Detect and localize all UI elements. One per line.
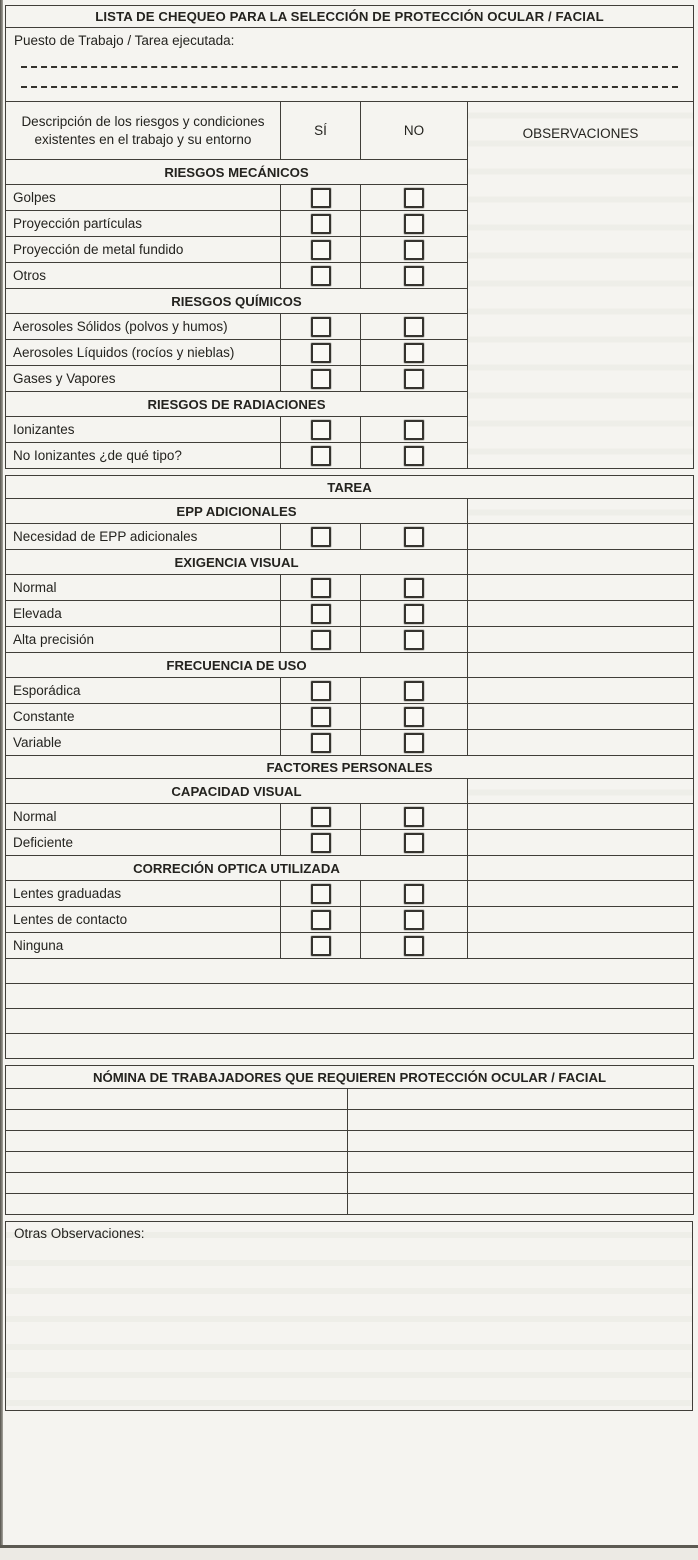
row-label: Deficiente (6, 830, 281, 856)
job-task-row (6, 28, 694, 102)
table-row (6, 804, 694, 830)
table-row (6, 830, 694, 856)
scan-edge-artifact (0, 0, 3, 1548)
row-label: Elevada (6, 601, 281, 627)
scanned-checklist-form (5, 5, 693, 1411)
table-row (6, 881, 694, 907)
no-cell (361, 933, 468, 959)
observations-cell[interactable] (468, 830, 694, 856)
si-cell (281, 804, 361, 830)
no-cell (361, 830, 468, 856)
section-exigencia-visual: EXIGENCIA VISUAL (6, 550, 468, 575)
roster-cell-right[interactable] (348, 1131, 694, 1152)
roster-cell-left[interactable] (6, 1152, 348, 1173)
no-cell (361, 678, 468, 704)
no-cell (361, 263, 468, 289)
row-label: Esporádica (6, 678, 281, 704)
roster-row (6, 1194, 694, 1215)
si-cell (281, 366, 361, 392)
observations-cell[interactable] (468, 804, 694, 830)
blank-row (6, 1009, 694, 1034)
si-checkbox[interactable] (311, 527, 331, 547)
section-riesgos-quimicos: RIESGOS QUÍMICOS (6, 289, 468, 314)
no-checkbox[interactable] (404, 630, 424, 650)
title-row (6, 6, 694, 28)
no-checkbox[interactable] (404, 527, 424, 547)
roster-row (6, 1131, 694, 1152)
other-observations-label: Otras Observaciones: (14, 1226, 145, 1241)
job-task-cell (6, 28, 694, 102)
si-checkbox[interactable] (311, 707, 331, 727)
section-tarea: TAREA (6, 476, 694, 499)
no-checkbox[interactable] (404, 578, 424, 598)
section-capacidad-visual: CAPACIDAD VISUAL (6, 779, 468, 804)
table-row (6, 601, 694, 627)
si-cell (281, 524, 361, 550)
row-label: Aerosoles Líquidos (rocíos y nieblas) (6, 340, 281, 366)
section-header-row (6, 476, 694, 499)
si-checkbox[interactable] (311, 420, 331, 440)
section-epp-adicionales: EPP ADICIONALES (6, 499, 468, 524)
section-header-row (6, 856, 694, 881)
si-checkbox[interactable] (311, 910, 331, 930)
no-cell (361, 524, 468, 550)
si-cell (281, 830, 361, 856)
observations-cell[interactable] (468, 550, 694, 575)
row-label: Constante (6, 704, 281, 730)
si-cell (281, 443, 361, 469)
roster-cell-left[interactable] (6, 1131, 348, 1152)
roster-row (6, 1110, 694, 1131)
scan-edge-artifact (0, 1548, 698, 1560)
blank-row (6, 1034, 694, 1059)
row-label: Alta precisión (6, 627, 281, 653)
si-checkbox[interactable] (311, 936, 331, 956)
si-cell (281, 575, 361, 601)
blank-row (6, 984, 694, 1009)
si-checkbox[interactable] (311, 833, 331, 853)
column-header-row (6, 102, 694, 160)
col-header-observaciones: OBSERVACIONES (522, 126, 639, 141)
si-cell (281, 185, 361, 211)
roster-cell-right[interactable] (348, 1173, 694, 1194)
observations-cell[interactable] (468, 524, 694, 550)
si-checkbox[interactable] (311, 317, 331, 337)
no-cell (361, 881, 468, 907)
observations-cell[interactable] (468, 856, 694, 881)
no-cell (361, 443, 468, 469)
no-cell (361, 340, 468, 366)
table-row (6, 524, 694, 550)
si-cell (281, 933, 361, 959)
table-row (6, 627, 694, 653)
no-cell (361, 211, 468, 237)
section-frecuencia-uso: FRECUENCIA DE USO (6, 653, 468, 678)
other-observations-box[interactable] (5, 1221, 693, 1411)
no-cell (361, 575, 468, 601)
observations-cell[interactable] (468, 907, 694, 933)
row-label: Proyección partículas (6, 211, 281, 237)
no-cell (361, 907, 468, 933)
observations-cell[interactable] (468, 779, 694, 804)
roster-row (6, 1173, 694, 1194)
roster-cell-right[interactable] (348, 1152, 694, 1173)
section-riesgos-radiaciones: RIESGOS DE RADIACIONES (6, 392, 468, 417)
si-checkbox[interactable] (311, 630, 331, 650)
row-label: Golpes (6, 185, 281, 211)
no-checkbox[interactable] (404, 188, 424, 208)
no-checkbox[interactable] (404, 884, 424, 904)
si-checkbox[interactable] (311, 733, 331, 753)
si-cell (281, 211, 361, 237)
blank-cell[interactable] (6, 1034, 694, 1059)
no-cell (361, 366, 468, 392)
col-header-no: NO (361, 102, 468, 160)
section-nomina-title: NÓMINA DE TRABAJADORES QUE REQUIEREN PROTECCIÓN OCULAR / FACIAL (6, 1066, 694, 1089)
blank-cell[interactable] (6, 1009, 694, 1034)
row-label: Normal (6, 804, 281, 830)
row-label: Aerosoles Sólidos (polvos y humos) (6, 314, 281, 340)
section-riesgos-mecanicos: RIESGOS MECÁNICOS (6, 160, 468, 185)
no-checkbox[interactable] (404, 369, 424, 389)
form-title: LISTA DE CHEQUEO PARA LA SELECCIÓN DE PROTECCIÓN OCULAR / FACIAL (6, 6, 694, 28)
section-correcion-optica: CORRECIÓN OPTICA UTILIZADA (6, 856, 468, 881)
si-cell (281, 907, 361, 933)
section-header-row (6, 550, 694, 575)
section-header-row (6, 1066, 694, 1089)
job-task-label: Puesto de Trabajo / Tarea ejecutada: (14, 33, 235, 48)
row-label: Lentes de contacto (6, 907, 281, 933)
no-cell (361, 417, 468, 443)
si-checkbox[interactable] (311, 188, 331, 208)
no-checkbox[interactable] (404, 266, 424, 286)
no-cell (361, 730, 468, 756)
roster-row (6, 1152, 694, 1173)
observations-cell[interactable] (468, 499, 694, 524)
si-cell (281, 340, 361, 366)
roster-cell-left[interactable] (6, 1089, 348, 1110)
si-checkbox[interactable] (311, 240, 331, 260)
table-row (6, 933, 694, 959)
no-checkbox[interactable] (404, 214, 424, 234)
si-checkbox[interactable] (311, 214, 331, 234)
row-label: Gases y Vapores (6, 366, 281, 392)
blank-cell[interactable] (6, 959, 694, 984)
si-checkbox[interactable] (311, 446, 331, 466)
no-cell (361, 185, 468, 211)
observations-cell[interactable] (468, 627, 694, 653)
si-checkbox[interactable] (311, 884, 331, 904)
roster-cell-right[interactable] (348, 1089, 694, 1110)
observations-cell[interactable] (468, 704, 694, 730)
task-factors-table (5, 475, 694, 1059)
workers-roster-table (5, 1065, 694, 1215)
no-cell (361, 627, 468, 653)
roster-cell-right[interactable] (348, 1194, 694, 1215)
si-cell (281, 237, 361, 263)
row-label: Ninguna (6, 933, 281, 959)
roster-cell-left[interactable] (6, 1173, 348, 1194)
row-label: Ionizantes (6, 417, 281, 443)
si-checkbox[interactable] (311, 369, 331, 389)
section-factores-personales: FACTORES PERSONALES (6, 756, 694, 779)
no-checkbox[interactable] (404, 807, 424, 827)
si-checkbox[interactable] (311, 578, 331, 598)
si-checkbox[interactable] (311, 266, 331, 286)
no-checkbox[interactable] (404, 910, 424, 930)
no-checkbox[interactable] (404, 343, 424, 363)
table-row (6, 678, 694, 704)
section-header-row (6, 779, 694, 804)
no-checkbox[interactable] (404, 681, 424, 701)
section-header-row (6, 499, 694, 524)
table-row (6, 704, 694, 730)
roster-row (6, 1089, 694, 1110)
si-cell (281, 881, 361, 907)
section-header-row (6, 653, 694, 678)
si-cell (281, 704, 361, 730)
si-cell (281, 678, 361, 704)
si-checkbox[interactable] (311, 604, 331, 624)
no-checkbox[interactable] (404, 240, 424, 260)
row-label: Necesidad de EPP adicionales (6, 524, 281, 550)
roster-cell-left[interactable] (6, 1194, 348, 1215)
row-label: Lentes graduadas (6, 881, 281, 907)
observations-cell[interactable] (468, 601, 694, 627)
no-cell (361, 601, 468, 627)
si-checkbox[interactable] (311, 807, 331, 827)
no-cell (361, 237, 468, 263)
no-checkbox[interactable] (404, 707, 424, 727)
no-cell (361, 804, 468, 830)
fill-in-line[interactable] (21, 86, 678, 88)
observations-cell[interactable] (468, 730, 694, 756)
row-label: Normal (6, 575, 281, 601)
observations-cell[interactable] (468, 653, 694, 678)
row-label: Proyección de metal fundido (6, 237, 281, 263)
table-row (6, 575, 694, 601)
no-checkbox[interactable] (404, 936, 424, 956)
row-label: Variable (6, 730, 281, 756)
no-cell (361, 314, 468, 340)
section-header-row (6, 756, 694, 779)
blank-cell[interactable] (6, 984, 694, 1009)
table-row (6, 730, 694, 756)
observations-column[interactable] (468, 102, 694, 469)
row-label: No Ionizantes ¿de qué tipo? (6, 443, 281, 469)
si-cell (281, 627, 361, 653)
no-checkbox[interactable] (404, 833, 424, 853)
row-label: Otros (6, 263, 281, 289)
risk-checklist-table (5, 5, 694, 469)
si-cell (281, 263, 361, 289)
observations-cell[interactable] (468, 678, 694, 704)
table-row (6, 907, 694, 933)
no-cell (361, 704, 468, 730)
si-cell (281, 601, 361, 627)
col-header-si: SÍ (281, 102, 361, 160)
no-checkbox[interactable] (404, 317, 424, 337)
si-checkbox[interactable] (311, 343, 331, 363)
roster-cell-left[interactable] (6, 1110, 348, 1131)
observations-cell[interactable] (468, 881, 694, 907)
blank-row (6, 959, 694, 984)
si-cell (281, 314, 361, 340)
observations-cell[interactable] (468, 575, 694, 601)
no-checkbox[interactable] (404, 446, 424, 466)
fill-in-line[interactable] (21, 66, 678, 68)
col-header-description: Descripción de los riesgos y condiciones existentes en el trabajo y su entorno (6, 102, 281, 160)
no-checkbox[interactable] (404, 420, 424, 440)
no-checkbox[interactable] (404, 733, 424, 753)
observations-cell[interactable] (468, 933, 694, 959)
si-checkbox[interactable] (311, 681, 331, 701)
no-checkbox[interactable] (404, 604, 424, 624)
si-cell (281, 417, 361, 443)
roster-cell-right[interactable] (348, 1110, 694, 1131)
si-cell (281, 730, 361, 756)
